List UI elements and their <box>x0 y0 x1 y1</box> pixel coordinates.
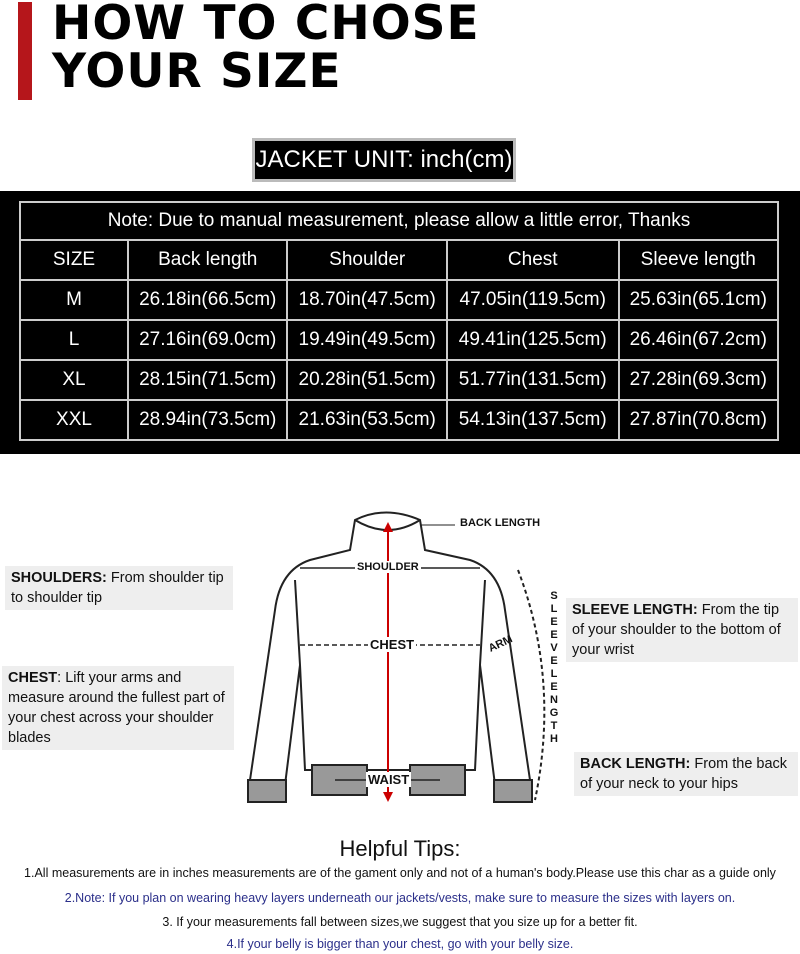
table-cell: 54.13in(137.5cm) <box>447 400 619 440</box>
note-sleeve-length: SLEEVE LENGTH: From the tip of your shoulder to the bottom of your wrist <box>566 598 798 662</box>
size-cell: XXL <box>20 400 128 440</box>
table-cell: 27.16in(69.0cm) <box>128 320 287 360</box>
tip-4: 4.If your belly is bigger than your chest, go with your belly size. <box>226 937 574 951</box>
page-title <box>52 0 480 99</box>
column-header: Back length <box>128 240 287 280</box>
table-row <box>20 320 778 360</box>
column-header: SIZE <box>20 240 128 280</box>
accent-bar <box>18 2 32 100</box>
size-table-panel <box>0 191 800 454</box>
label-waist: WAIST <box>368 772 410 787</box>
table-cell: 18.70in(47.5cm) <box>287 280 446 320</box>
table-cell: 47.05in(119.5cm) <box>447 280 619 320</box>
table-cell: 26.46in(67.2cm) <box>619 320 778 360</box>
label-back-length: BACK LENGTH <box>460 517 541 529</box>
jacket-diagram <box>0 480 800 830</box>
size-table <box>19 201 779 441</box>
tip-1: 1.All measurements are in inches measurements are of the gament only and not of a human's body.Please use this char as a guide only <box>24 866 776 880</box>
table-row <box>20 280 778 320</box>
label-sleeve-length: SLEEVE LENGTH <box>549 590 559 745</box>
table-cell: 28.94in(73.5cm) <box>128 400 287 440</box>
table-cell: 51.77in(131.5cm) <box>447 360 619 400</box>
table-header-row <box>20 240 778 280</box>
table-cell: 19.49in(49.5cm) <box>287 320 446 360</box>
column-header: Sleeve length <box>619 240 778 280</box>
table-cell: 27.87in(70.8cm) <box>619 400 778 440</box>
tip-3: 3. If your measurements fall between sizes,we suggest that you size up for a better fit. <box>162 915 638 929</box>
note-back-length: BACK LENGTH: From the back of your neck to your hips <box>574 752 798 796</box>
column-header: Chest <box>447 240 619 280</box>
table-row <box>20 400 778 440</box>
table-cell: 25.63in(65.1cm) <box>619 280 778 320</box>
unit-label: JACKET UNIT: inch(cm) <box>252 138 516 182</box>
size-cell: M <box>20 280 128 320</box>
table-cell: 20.28in(51.5cm) <box>287 360 446 400</box>
table-note: Note: Due to manual measurement, please allow a little error, Thanks <box>20 202 778 240</box>
note-chest: CHEST: Lift your arms and measure around the fullest part of your chest across your shoulder blades <box>2 666 234 750</box>
title-line-1: HOW TO CHOSE <box>52 0 480 51</box>
label-chest: CHEST <box>370 637 415 652</box>
size-cell: L <box>20 320 128 360</box>
table-cell: 26.18in(66.5cm) <box>128 280 287 320</box>
size-cell: XL <box>20 360 128 400</box>
table-row <box>20 360 778 400</box>
table-cell: 21.63in(53.5cm) <box>287 400 446 440</box>
note-shoulders: SHOULDERS: From shoulder tip to shoulder tip <box>5 566 233 610</box>
table-cell: 27.28in(69.3cm) <box>619 360 778 400</box>
title-line-2: YOUR SIZE <box>52 44 342 99</box>
tips-title: Helpful Tips: <box>339 836 461 861</box>
tip-2: 2.Note: If you plan on wearing heavy layers underneath our jackets/vests, make sure to measure the sizes with layers on. <box>64 891 736 905</box>
column-header: Shoulder <box>287 240 446 280</box>
label-shoulder: SHOULDER <box>357 561 419 573</box>
table-cell: 28.15in(71.5cm) <box>128 360 287 400</box>
table-cell: 49.41in(125.5cm) <box>447 320 619 360</box>
label-arm: ARM <box>486 633 515 655</box>
